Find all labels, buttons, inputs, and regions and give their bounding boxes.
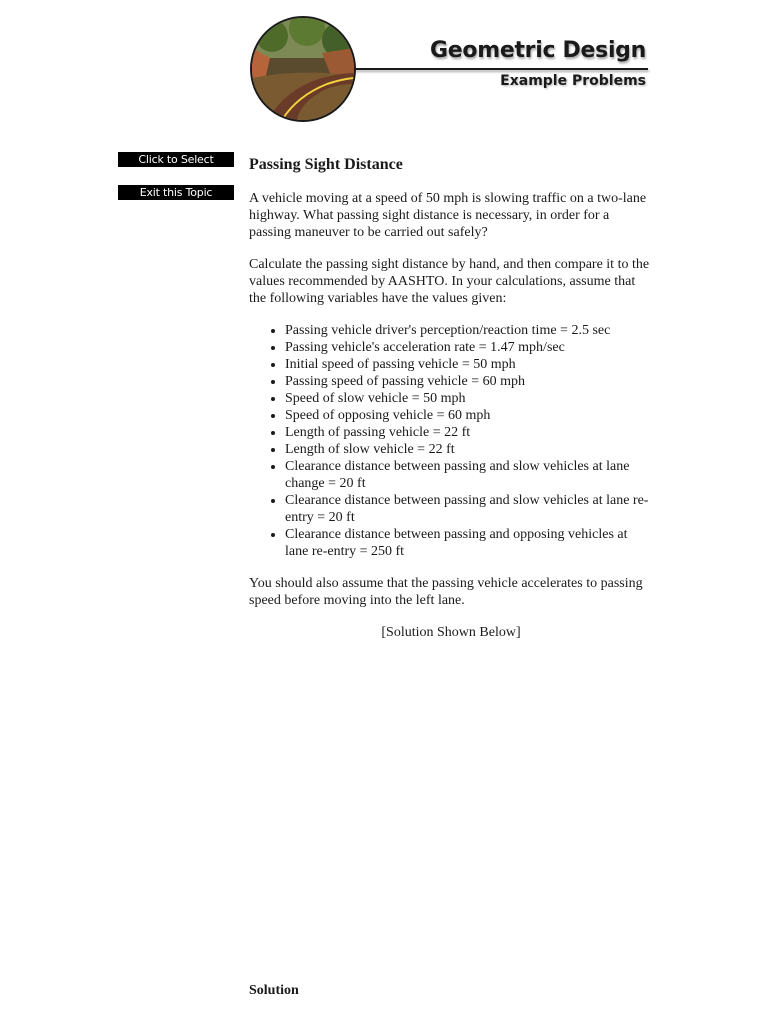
problem-heading: Passing Sight Distance <box>249 156 403 173</box>
list-item: • Passing vehicle's acceleration rate = 1.47 mph/sec <box>285 339 653 356</box>
page-title: Geometric Design <box>430 38 646 63</box>
list-item: • Speed of opposing vehicle = 60 mph <box>285 407 653 424</box>
list-item: • Clearance distance between passing and opposing vehicles at lane re-entry = 250 ft <box>285 526 653 560</box>
problem-instructions: Calculate the passing sight distance by hand, and then compare it to the values recommended by AASHTO. In your calculations, assume that the following variables have the values given: <box>249 257 650 306</box>
solution-note: [Solution Shown Below] <box>381 625 521 640</box>
list-item: • Speed of slow vehicle = 50 mph <box>285 390 653 407</box>
page-subtitle: Example Problems <box>500 73 646 89</box>
list-item: • Passing vehicle driver's perception/reaction time = 2.5 sec <box>285 322 653 339</box>
list-item: • Length of passing vehicle = 22 ft <box>285 424 653 441</box>
list-item: • Clearance distance between passing and slow vehicles at lane change = 20 ft <box>285 458 653 492</box>
list-item: • Initial speed of passing vehicle = 50 mph <box>285 356 653 373</box>
problem-assumption: You should also assume that the passing vehicle accelerates to passing speed before moving into the left lane. <box>249 576 643 608</box>
header-divider <box>354 68 648 70</box>
problem-content <box>249 155 653 641</box>
problem-intro: A vehicle moving at a speed of 50 mph is slowing traffic on a two-lane highway. What passing sight distance is necessary, in order for a passing maneuver to be carried out safely? <box>249 191 647 240</box>
winding-road-photo-icon <box>250 16 356 122</box>
variables-list <box>249 322 653 560</box>
list-item: • Length of slow vehicle = 22 ft <box>285 441 653 458</box>
solution-heading: Solution <box>249 983 299 998</box>
list-item: • Passing speed of passing vehicle = 60 mph <box>285 373 653 390</box>
click-to-select-button[interactable]: Click to Select <box>118 152 234 167</box>
exit-topic-button[interactable]: Exit this Topic <box>118 185 234 200</box>
list-item: • Clearance distance between passing and slow vehicles at lane re-entry = 20 ft <box>285 492 653 526</box>
